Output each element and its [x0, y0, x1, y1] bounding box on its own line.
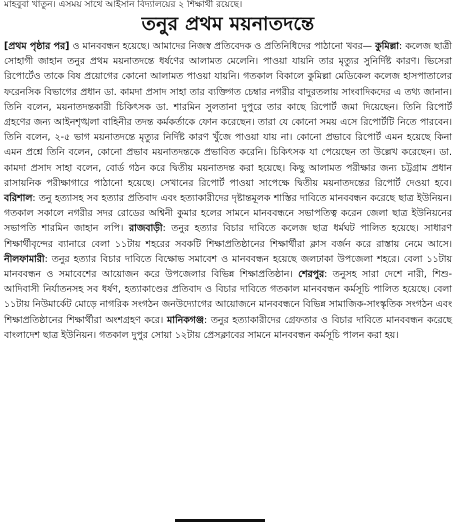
- dateline-kumilla: কুমিল্লা: [375, 41, 399, 52]
- article-text-nilphamari: : তনুর হত্যার বিচার দাবিতে বিক্ষোভ সমাবেশ ও মানববন্ধন হয়েছে জলঢাকা উপজেলা শহরে। বেলা ১১টায় মানববন্ধন ও সমাবেশের আয়োজন করে উপজেলার বিভিন্ন শিক্ষাপ্রতিষ্ঠান।: [4, 253, 452, 281]
- dateline-rajbari: রাজবাড়ী: [128, 223, 163, 235]
- article-text-intro: ও মানববন্ধন হয়েছে। আমাদের নিজস্ব প্রতিবেদক ও প্রতিনিধিদের পাঠানো খবর—: [69, 41, 376, 52]
- article-text-kumilla: : কলেজ ছাত্রী সোহাগী জাহান তনুর প্রথম ময়নাতদন্তে ধর্ষণের আলামত মেলেনি। পাওয়া যায়নি তার মৃত্যুর সুনির্দিষ্ট কারণ। ভিসেরা রিপোর্টেও তাকে বিষ প্রয়োগের কোনো আলামত পাওয়া যায়নি। গতকাল বিকালে কুমিল্লা মেডিকেল কলেজ হাসপাতালের ফরেনসিক বিভাগের প্রধান ডা. কামদা প্রসাদ সাহা তার ব্যক্তিগত চেম্বার নগরীর বাদুরতলায় সাংবাদিকদের এ তথ্য জানান। তিনি বলেন, ময়নাতদন্তকারী চিকিৎসক ডা. শারমিন সুলতানা দুপুরে তার কাছে রিপোর্ট জমা দিয়েছেন। তিনি রিপোর্ট গ্রহণের জন্য আইনশৃঙ্খলা বাহিনীর তদন্ত কর্মকর্তাকে ফোন করেছেন। তারা যে কোনো সময় এসে রিপোর্টটি নিতে পারবেন। তিনি বলেন, ২-৫ ভাগ ময়নাতদন্তে মৃত্যুর নির্দিষ্ট কারণ খুঁজে পাওয়া যায় না। কোনো প্রভাবে রিপোর্ট এমন হয়েছে কিনা এমন প্রশ্নে তিনি বলেন, কোনো প্রভাব ময়নাতদন্তকে প্রভাবিত করেনি। চিকিৎসক যা পেয়েছেন তা উল্লেখ করেছেন। ডা. কামদা প্রসাদ সাহা বলেন, বোর্ড গঠন করে দ্বিতীয় ময়নাতদন্ত করা হয়েছে। কিছু আলামত পরীক্ষার জন্য চট্টগ্রাম প্রধান রাসায়নিক পরীক্ষাগারে পাঠানো হয়েছে। সেখানের রিপোর্ট পাওয়া সাপেক্ষে দ্বিতীয় ময়নাতদন্তের রিপোর্ট দেওয়া হবে।: [4, 41, 452, 189]
- continuation-marker: [প্রথম পৃষ্ঠার পর]: [4, 41, 70, 52]
- dateline-sherpur: শেরপুর: [298, 269, 325, 281]
- article-headline: তনুর প্রথম ময়নাতদন্তে: [141, 13, 315, 35]
- dateline-nilphamari: নীলফামারী: [4, 253, 45, 265]
- dateline-manikganj: মানিকগঞ্জ: [167, 314, 204, 326]
- article-text-rajbari: : তনুর হত্যার বিচার দাবিতে কলেজ ছাত্র ধর্মঘট পালিত হয়েছে। সাধারণ শিক্ষার্থীবৃন্দের ব্যানারে বেলা ১১টায় শহরের সবকটি শিক্ষাপ্রতিষ্ঠানের শিক্ষার্থীরা ক্লাস বর্জন করে রাস্তায় নেমে আসে।: [4, 223, 452, 250]
- dateline-barishal: বরিশাল: [4, 193, 33, 205]
- article-text-sherpur: : তনুসহ সারা দেশে নারী, শিশু-আদিবাসী নির্যাতনসহ সব ধর্ষণ, হত্যাকাণ্ডের প্রতিবাদ ও বিচার দাবিতে গতকাল মানববন্ধন কর্মসূচি পালিত হয়েছে। বেলা ১১টায় নিউমার্কেট মোড়ে নাগরিক সংগঠন জনউদ্যোগের আয়োজনে মানববন্ধনে বিভিন্ন সামাজিক-সাংস্কৃতিক সংগঠন এবং শিক্ষাপ্রতিষ্ঠানের শিক্ষার্থীরা অংশগ্রহণ করে।: [4, 269, 452, 326]
- article-body: [4, 39, 452, 343]
- article-text-barishal: : তনু হত্যাসহ সব হত্যার প্রতিবাদ এবং হত্যাকারীদের দৃষ্টান্তমূলক শাস্তির দাবিতে মানববন্ধন করেছে ছাত্র ইউনিয়ন। গতকাল সকালে নগরীর সদর রোডের অশ্বিনী কুমার হলের সামনে মানববন্ধনে সভাপতিত্ব করেন জেলা ছাত্র ইউনিয়নের সভাপতি শারমিন জাহান লপি।: [4, 193, 452, 235]
- article-text-manikganj: : তনুর হত্যাকারীদের গ্রেফতার ও বিচার দাবিতে মানববন্ধন করেছে বাংলাদেশ ছাত্র ইউনিয়ন। গতকাল দুপুর সোয়া ১২টায় প্রেসক্লাবের সামনে মানববন্ধন কর্মসূচি পালন করা হয়।: [4, 314, 452, 341]
- next-headline-fragment: [175, 516, 295, 522]
- previous-article-fragment: মাহবুবা খাতুন। এসময় সাথে আইসান বিদ্যালয়ের ২ শিক্ষার্থী রয়েছে।: [4, 0, 243, 10]
